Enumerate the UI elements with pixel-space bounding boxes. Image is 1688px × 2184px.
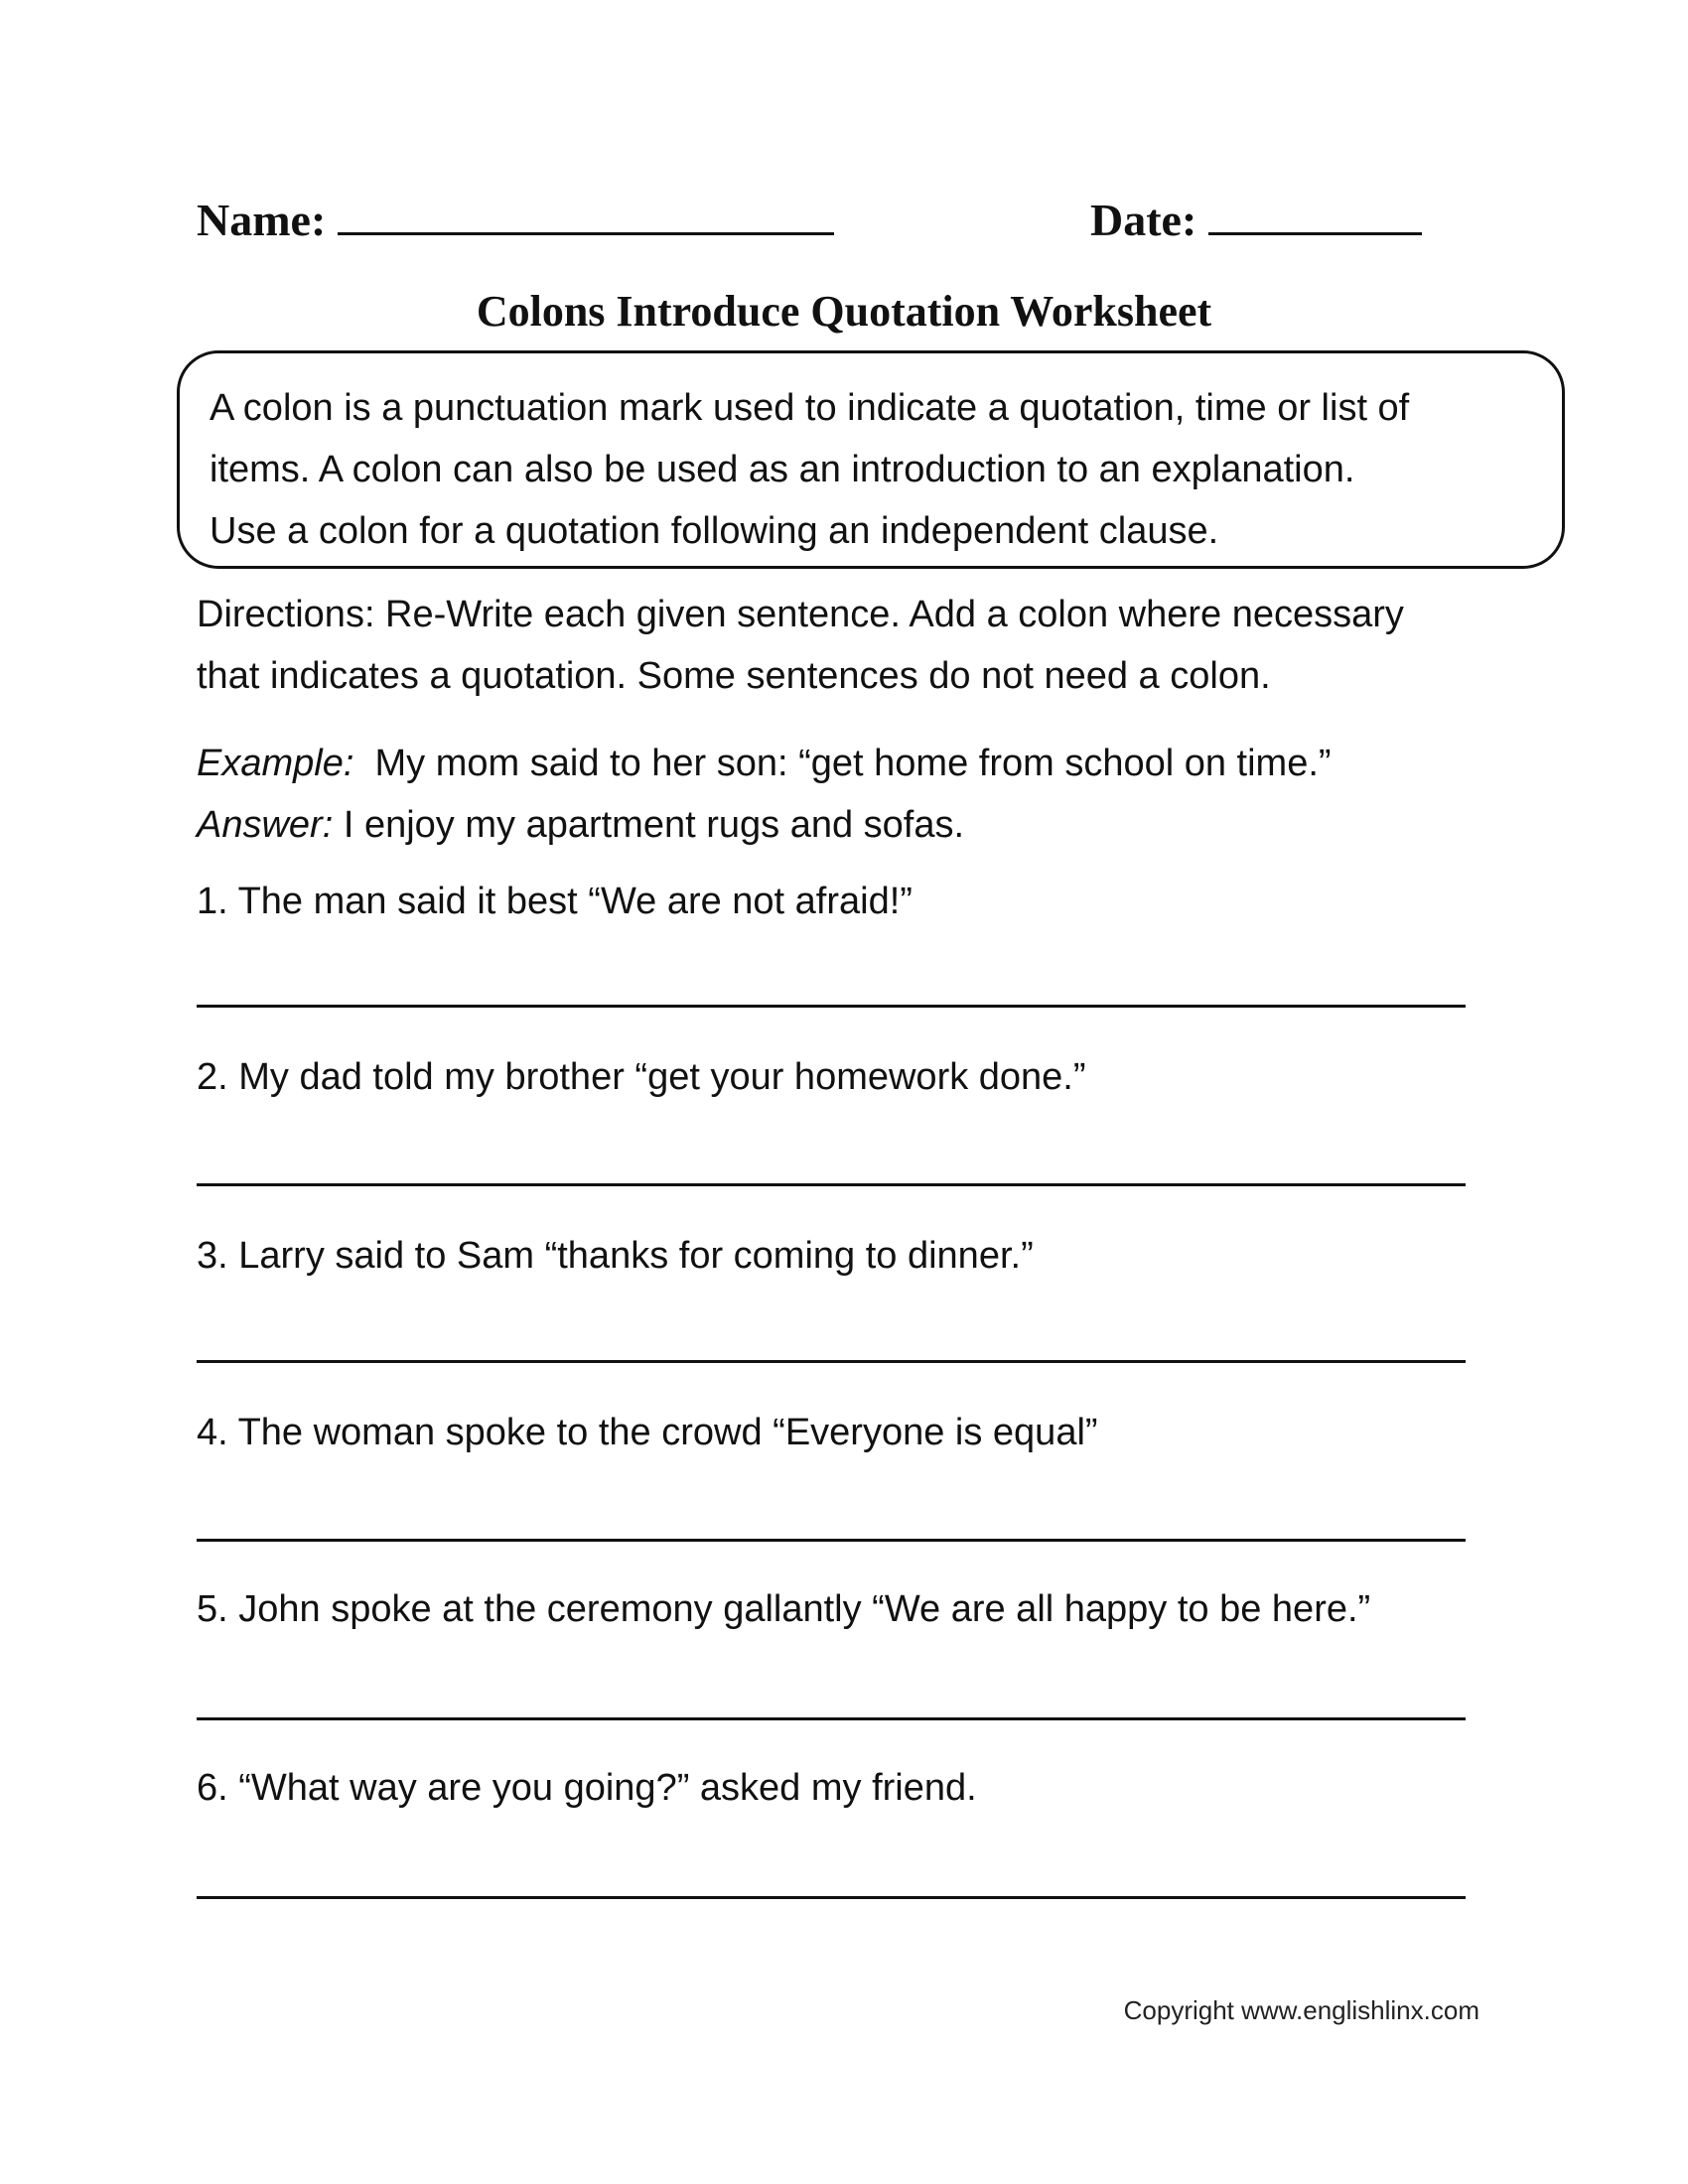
directions-line: that indicates a quotation. Some sentences do not need a colon.: [197, 655, 1271, 697]
answer-line-2[interactable]: [197, 1183, 1466, 1186]
question-4: 4. The woman spoke to the crowd “Everyone is equal”: [197, 1412, 1098, 1453]
answer-text: I enjoy my apartment rugs and sofas.: [343, 804, 965, 846]
answer-line-1[interactable]: [197, 1005, 1466, 1008]
info-line: A colon is a punctuation mark used to indicate a quotation, time or list of: [210, 387, 1410, 429]
answer-line-5[interactable]: [197, 1717, 1466, 1720]
question-2: 2. My dad told my brother “get your homework done.”: [197, 1056, 1086, 1098]
question-3: 3. Larry said to Sam “thanks for coming to dinner.”: [197, 1235, 1034, 1277]
question-1: 1. The man said it best “We are not afraid!”: [197, 881, 913, 922]
name-field[interactable]: [197, 194, 834, 246]
directions: [197, 584, 1507, 707]
example-text: My mom said to her son: “get home from school on time.”: [374, 743, 1332, 784]
answer-line-text: [197, 794, 1507, 856]
directions-line: Directions: Re-Write each given sentence. Add a colon where necessary: [197, 594, 1404, 635]
answer-line-6[interactable]: [197, 1896, 1466, 1899]
question-5: 5. John spoke at the ceremony gallantly “We are all happy to be here.”: [197, 1588, 1371, 1630]
answer-label: Answer:: [197, 804, 334, 846]
example-label: Example:: [197, 743, 354, 784]
date-field[interactable]: [1090, 194, 1422, 246]
question-6: 6. “What way are you going?” asked my friend.: [197, 1767, 977, 1809]
answer-line-3[interactable]: [197, 1360, 1466, 1363]
copyright-text: Copyright www.englishlinx.com: [1123, 1995, 1479, 2025]
date-blank-line[interactable]: [1208, 197, 1422, 235]
worksheet-title: Colons Introduce Quotation Worksheet: [476, 287, 1212, 336]
example-block: [197, 733, 1507, 856]
answer-line-4[interactable]: [197, 1539, 1466, 1542]
date-label: Date:: [1090, 195, 1197, 245]
info-box: [177, 350, 1565, 569]
name-label: Name:: [197, 195, 327, 245]
info-line: items. A colon can also be used as an introduction to an explanation.: [210, 449, 1355, 490]
name-blank-line[interactable]: [338, 197, 834, 235]
example-line: [197, 733, 1507, 794]
info-line: Use a colon for a quotation following an independent clause.: [210, 510, 1219, 552]
